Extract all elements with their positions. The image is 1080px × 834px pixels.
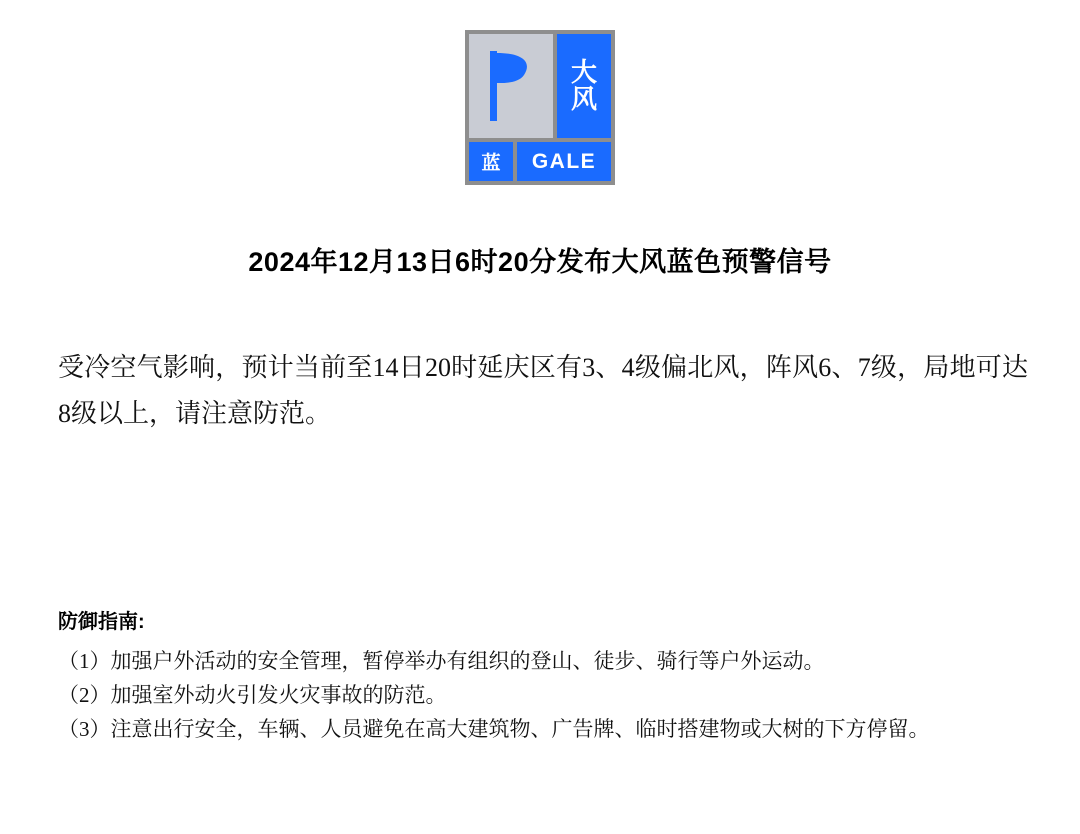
gale-blue-warning-sign [465,30,615,185]
sign-word-chars [557,34,611,138]
sign-word-char-2: 风 [570,84,597,114]
sign-color-label: 蓝 [469,142,513,181]
guidance-section [58,605,1028,746]
warning-sign-container [0,30,1080,185]
sign-bottom-row [469,142,611,181]
guidance-heading: 防御指南: [58,611,145,633]
guidance-item: （1）加强户外活动的安全管理，暂停举办有组织的登山、徒步、骑行等户外运动。 [58,649,825,673]
guidance-item: （3）注意出行安全，车辆、人员避免在高大建筑物、广告牌、临时搭建物或大树的下方停留。 [58,717,930,742]
guidance-item: （2）加强室外动火引发火灾事故的防范。 [58,683,447,708]
sign-english-label: GALE [517,142,611,181]
wind-flag-icon [469,34,553,138]
page-title: 2024年12月13日6时20分发布大风蓝色预警信号 [248,247,832,277]
sign-word-char-1: 大 [570,57,597,88]
forecast-body-text: 受冷空气影响，预计当前至14日20时延庆区有3、4级偏北风，阵风6、7级，局地可达8级以上，请注意防范。 [58,353,1028,428]
sign-top-row [469,34,611,138]
